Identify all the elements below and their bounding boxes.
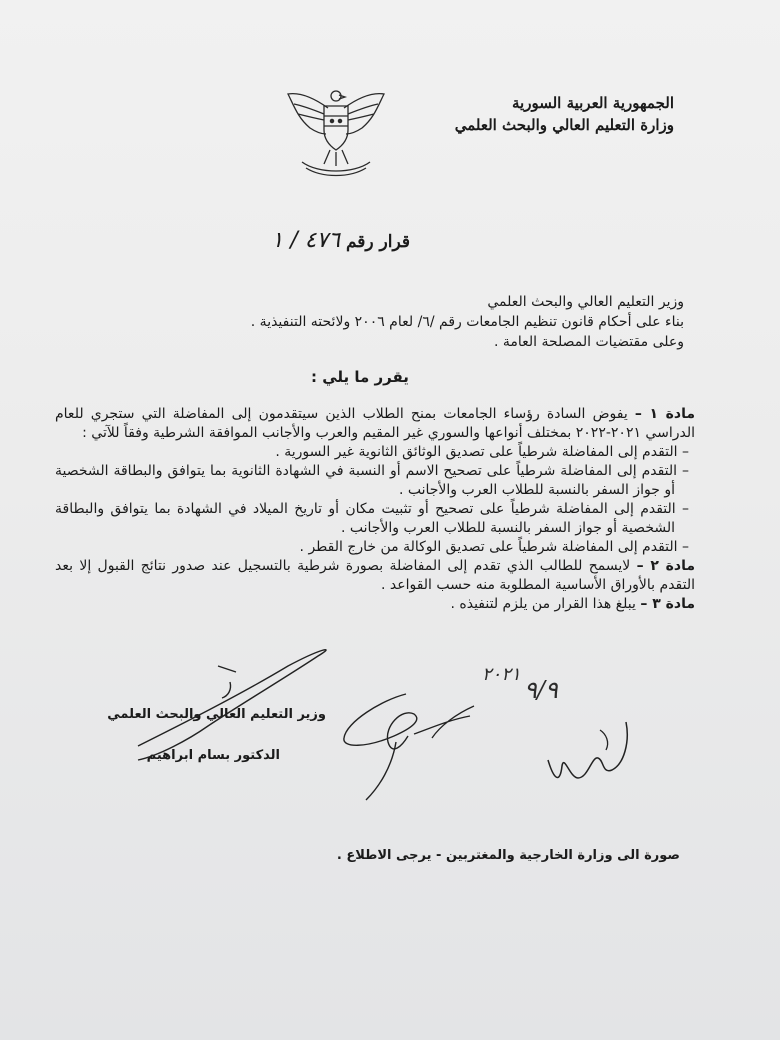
- article-1-text: يفوض السادة رؤساء الجامعات بمنح الطلاب الذين سيتقدمون إلى المفاضلة التي ستجري للعام الدراسي ٢٠٢١-٢٠٢٢ بمختلف أنواعها والسوري غير المقيم والعرب والأجانب الموافقة الشرطية وفقاً للآتي :: [55, 406, 695, 441]
- date-year: ٢٠٢١: [482, 664, 521, 685]
- decision-label: قرار رقم: [345, 232, 410, 252]
- resolves-heading: يقرر ما يلي :: [311, 368, 409, 386]
- signature-name: الدكتور بسام ابراهيم: [146, 748, 280, 763]
- letterhead-republic: الجمهورية العربية السورية: [512, 94, 674, 112]
- article-1-item: – التقدم إلى المفاضلة شرطياً على تصديق الوكالة من خارج القطر .: [55, 538, 695, 557]
- article-2: [55, 557, 695, 595]
- article-1-item: – التقدم إلى المفاضلة شرطياً على تصحيح أو تثبيت مكان أو تاريخ الميلاد في الشهادة بما يتوافق والبطاقة الشخصية أو جواز السفر بالنسبة للطلاب العرب والأجانب .: [55, 500, 695, 538]
- minister-signature-icon: [118, 636, 348, 766]
- article-3-text: يبلغ هذا القرار من يلزم لتنفيذه .: [450, 596, 636, 612]
- syrian-eagle-emblem-icon: [284, 84, 388, 180]
- article-3-label: مادة ٣ –: [640, 596, 695, 612]
- preamble-minister-line: وزير التعليم العالي والبحث العلمي: [487, 294, 684, 310]
- article-1: [55, 405, 695, 443]
- article-1-item: – التقدم إلى المفاضلة شرطياً على تصديق الوثائق الثانوية غير السورية .: [55, 443, 695, 462]
- middle-signature-icon: [336, 686, 496, 806]
- decision-number: ٤٧٦ / ١: [271, 228, 341, 253]
- article-2-label: مادة ٢ –: [636, 558, 696, 574]
- letterhead-ministry: وزارة التعليم العالي والبحث العلمي: [454, 116, 674, 134]
- decision-heading: [270, 228, 410, 253]
- right-initials-icon: [540, 712, 650, 792]
- signature-title: وزير التعليم العالي والبحث العلمي: [107, 707, 326, 722]
- preamble-interest-line: وعلى مقتضيات المصلحة العامة .: [493, 334, 684, 350]
- preamble-law-line: بناء على أحكام قانون تنظيم الجامعات رقم /٦/ لعام ٢٠٠٦ ولائحته التنفيذية .: [250, 314, 684, 330]
- article-2-text: لايسمح للطالب الذي تقدم إلى المفاضلة بصورة شرطية بالتسجيل عند صدور نتائج القبول إلا بعد التقدم بالأوراق الأساسية المطلوبة منه حسب القواعد .: [55, 558, 695, 593]
- preamble: [84, 292, 684, 352]
- article-1-label: مادة ١ –: [634, 406, 695, 422]
- copy-to-footer: صورة الى وزارة الخارجية والمغتربين - يرجى الاطلاع .: [336, 848, 680, 863]
- articles: [55, 405, 695, 614]
- letterhead: [455, 92, 674, 136]
- article-1-item: – التقدم إلى المفاضلة شرطياً على تصحيح الاسم أو النسبة في الشهادة الثانوية بما يتوافق والبطاقة الشخصية أو جواز السفر بالنسبة للطلاب العرب والأجانب .: [55, 462, 695, 500]
- article-3: [55, 595, 695, 614]
- date-day-month: ٩/٩: [524, 676, 558, 704]
